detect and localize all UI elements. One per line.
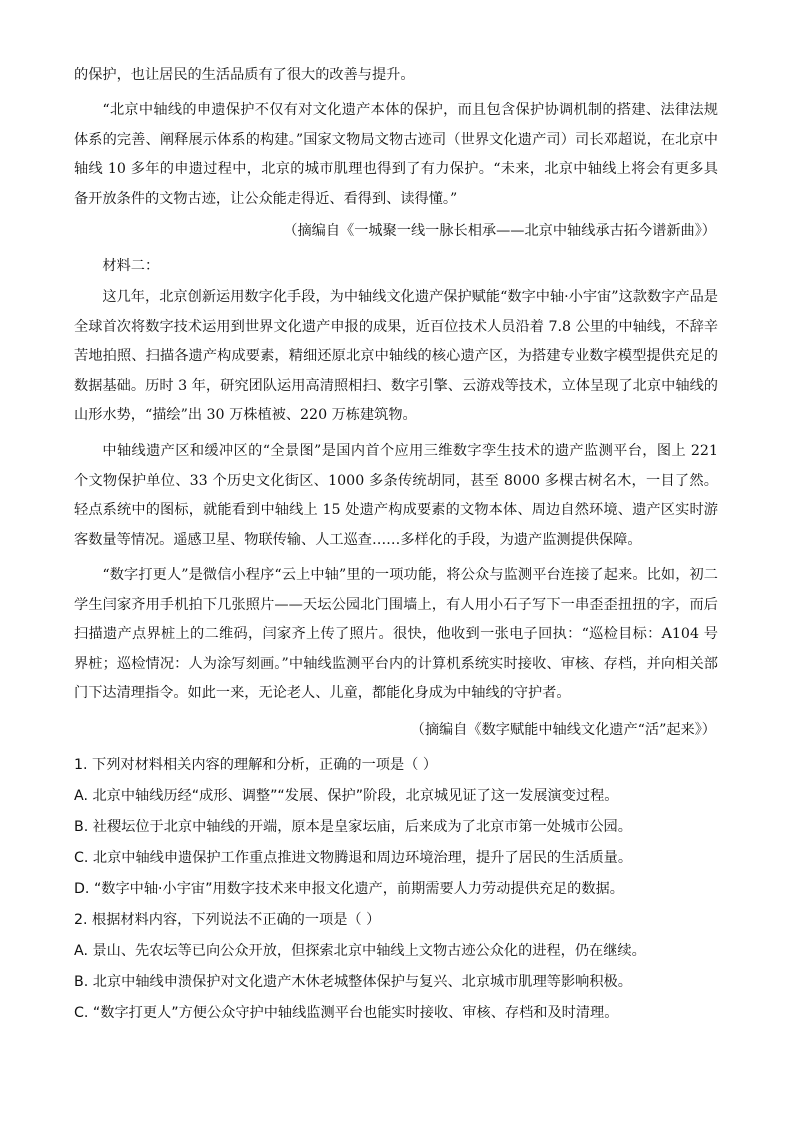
paragraph-digital-watchman: “数字打更人”是微信小程序“云上中轴”里的一项功能，将公众与监测平台连接了起来。比如，初二学生闫家齐用手机拍下几张照片——天坛公园北门围墙上，有人用小石子写下一串歪歪扭扭的字，而后扫描遗产点界桩上的二维码，闫家齐上传了照片。很快，他收到一张电子回执：“巡检目标：A104 号界桩；巡检情况：人为涂写刻画。”中轴线监测平台内的计算机系统实时接收、审核、存档，并向相关部门下达清理指令。如此一来，无论老人、儿童，都能化身成为中轴线的守护者。: [74, 567, 718, 702]
paragraph-continuation: 的保护，也让居民的生活品质有了很大的改善与提升。: [74, 67, 415, 83]
question-2-option-b: B. 北京中轴线申溃保护对文化遗产木休老城整体保护与复兴、北京城市肌理等影响积极。: [74, 974, 632, 990]
paragraph-panorama: 中轴线遗产区和缓冲区的“全景图”是国内首个应用三维数字孪生技术的遗产监测平台，图上 221 个文物保护单位、33 个历史文化街区、1000 多条传统胡同，甚至 8000 多棵古树名木，一目了然。轻点系统中的图标，就能看到中轴线上 15 处遗产构成要素的文物本体、周边自然环境、遗产区实时游客数量等情况。遥感卫星、物联传输、人工巡查……多样化的手段，为遗产监测提供保障。: [74, 443, 718, 548]
question-1-option-a: A. 北京中轴线历经“成形、调整”“发展、保护”阶段，北京城见证了这一发展演变过程。: [74, 788, 619, 804]
question-2-option-a: A. 景山、先农坛等已向公众开放，但探索北京中轴线上文物古迹公众化的进程，仍在继续。: [74, 943, 646, 959]
question-2-option-c: C. “数字打更人”方便公众守护中轴线监测平台也能实时接收、审核、存档和及时清理。: [74, 1005, 619, 1021]
question-1-option-d: D. “数字中轴·小宇宙”用数字技术来申报文化遗产，前期需要人力劳动提供充足的数据。: [74, 881, 624, 897]
question-2-stem: 2. 根据材料内容，下列说法不正确的一项是（ ）: [74, 912, 381, 928]
source-citation-2: （摘编自《数字赋能中轴线文化遗产“活”起来》）: [410, 722, 716, 738]
question-1-option-b: B. 社稷坛位于北京中轴线的开端，原本是皇家坛庙，后来成为了北京市第一处城市公园。: [74, 819, 632, 835]
question-1-stem: 1. 下列对材料相关内容的理解和分析，正确的一项是（ ）: [74, 757, 438, 773]
paragraph-digital-axis: 这几年，北京创新运用数字化手段，为中轴线文化遗产保护赋能“数字中轴·小宇宙”这款数字产品是全球首次将数字技术运用到世界文化遗产申报的成果，近百位技术人员沿着 7.8 公里的中轴线，不辞辛苦地拍照、扫描各遗产构成要素，精细还原北京中轴线的核心遗产区，为搭建专业数字模型提供充足的数据基础。历时 3 年，研究团队运用高清照相扫、数字引擎、云游戏等技术，立体呈现了北京中轴线的山形水势，“描绘”出 30 万株植被、220 万栋建筑物。: [74, 289, 718, 424]
paragraph-quote: “北京中轴线的申遗保护不仅有对文化遗产本体的保护，而且包含保护协调机制的搭建、法律法规体系的完善、阐释展示体系的构建。”国家文物局文物古迹司（世界文化遗产司）司长邓超说，在北京中轴线 10 多年的申遗过程中，北京的城市肌理也得到了有力保护。“未来，北京中轴线上将会有更多具备开放条件的文物古迹，让公众能走得近、看得到、读得懂。”: [74, 102, 718, 207]
question-1-option-c: C. 北京中轴线申遗保护工作重点推进文物腾退和周边环境治理，提升了居民的生活质量。: [74, 850, 633, 866]
source-citation-1: （摘编自《一城聚一线一脉长相承——北京中轴线承古拓今谱新曲》）: [283, 223, 716, 239]
material-2-label: 材料二：: [102, 258, 160, 274]
